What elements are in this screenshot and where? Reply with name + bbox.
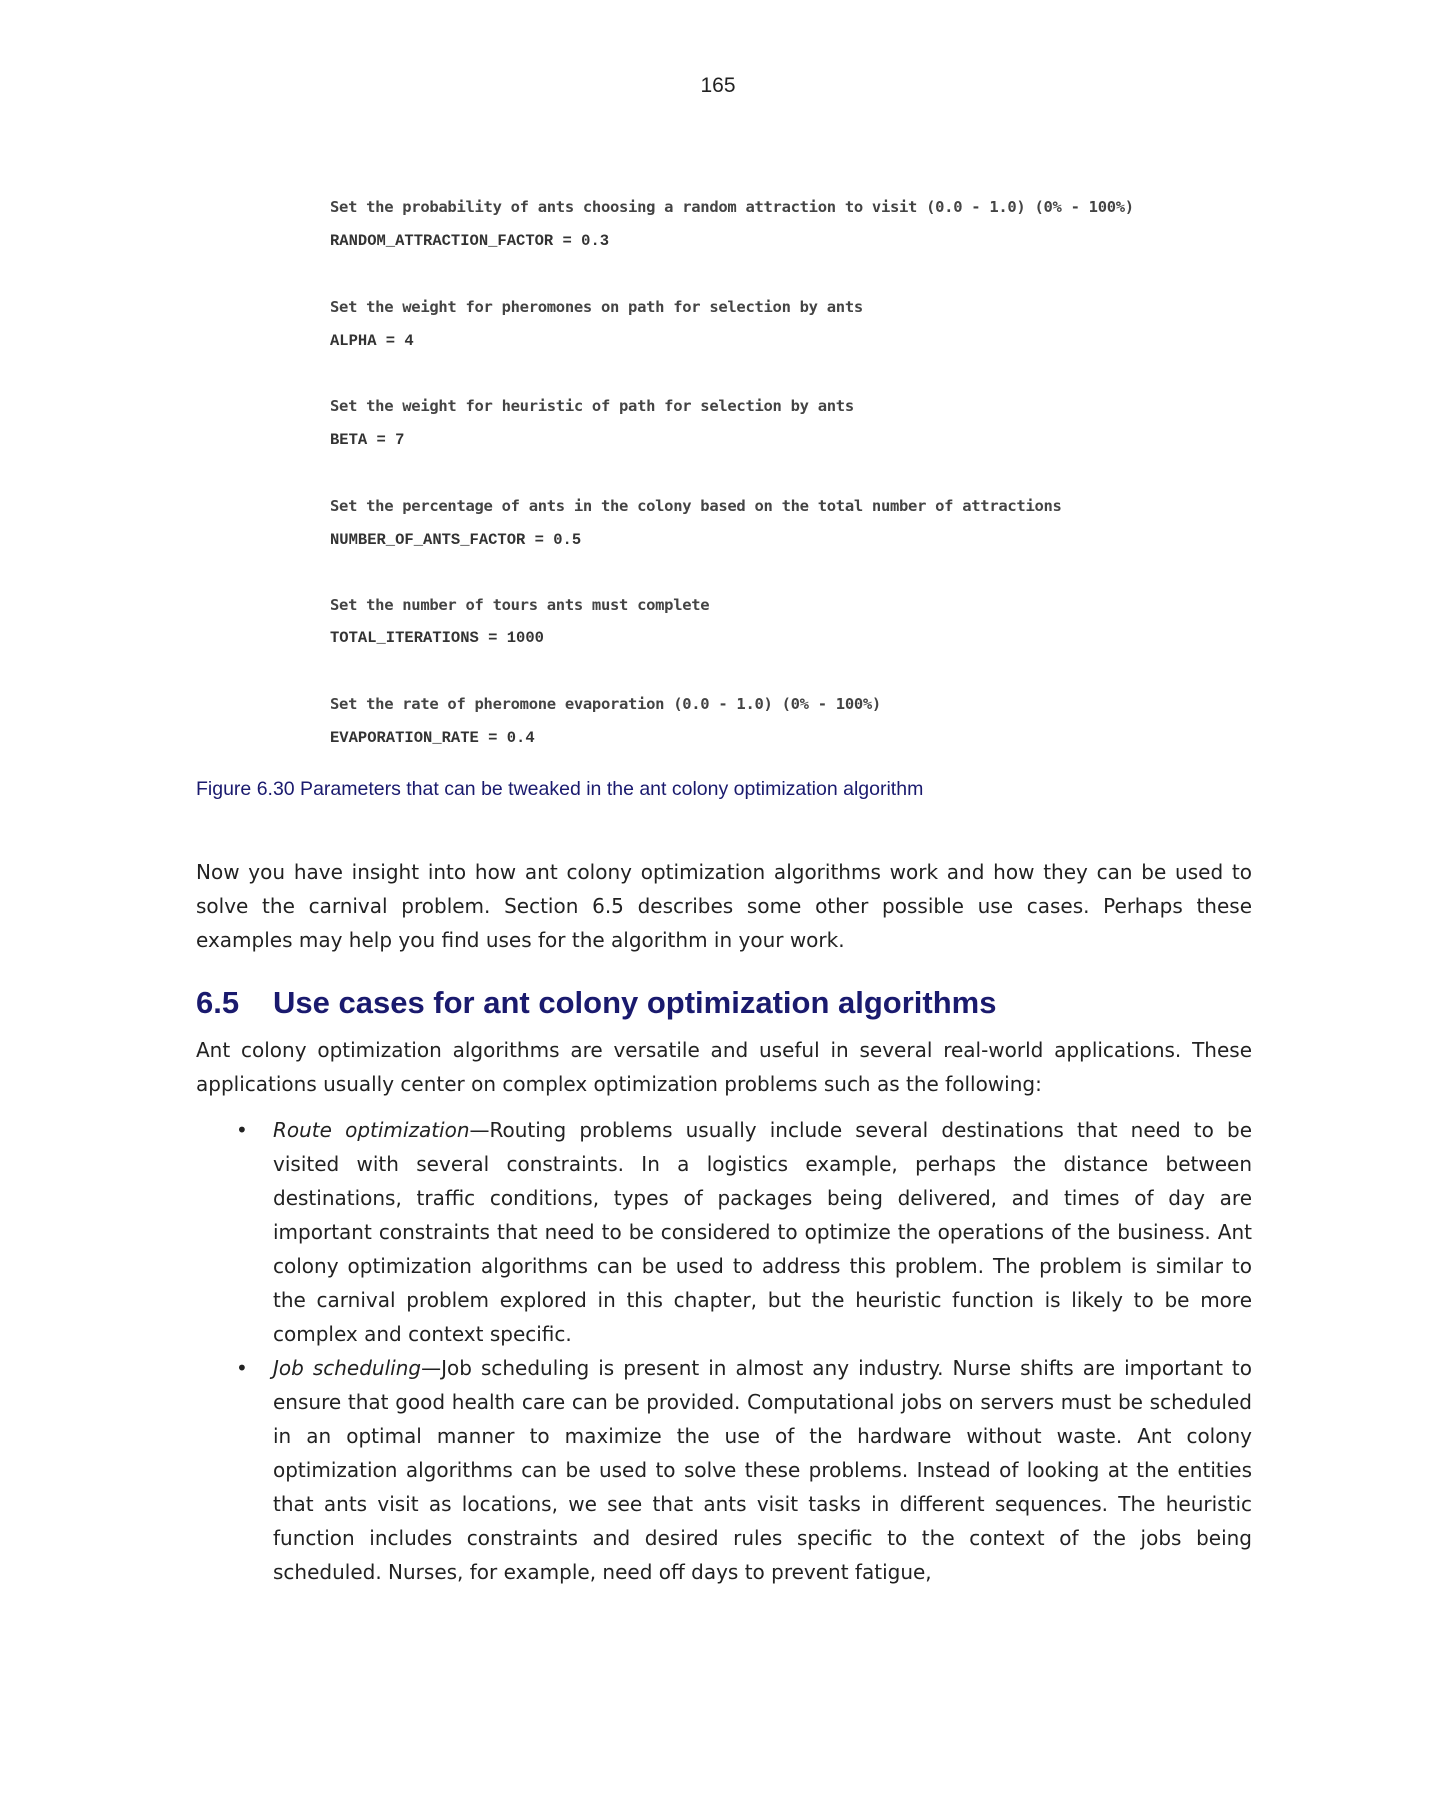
page-number: 165 <box>700 74 736 97</box>
param-code: ALPHA = 4 <box>330 332 414 350</box>
param-description: Set the number of tours ants must complete <box>330 596 710 614</box>
param-description: Set the rate of pheromone evaporation (0.0 - 1.0) (0% - 100%) <box>330 695 881 713</box>
section-heading <box>196 985 996 1021</box>
use-case-list <box>196 1113 1252 1589</box>
param-description: Set the percentage of ants in the colony based on the total number of attractions <box>330 497 1062 515</box>
bullet-text: —Routing problems usually include several destinations that need to be visited with several constraints. In a logistics example, perhaps the distance between destinations, traffic conditions, types of packages being delivered, and times of day are important constraints that need to be considered to optimize the operations of the business. Ant colony optimization algorithms can be used to address this problem. The problem is similar to the carnival problem explored in this chapter, but the heuristic function is likely to be more complex and context specific. <box>273 1118 1252 1346</box>
param-code: EVAPORATION_RATE = 0.4 <box>330 729 535 747</box>
param-code: RANDOM_ATTRACTION_FACTOR = 0.3 <box>330 232 610 250</box>
param-code: NUMBER_OF_ANTS_FACTOR = 0.5 <box>330 531 582 549</box>
list-item <box>196 1351 1252 1589</box>
list-item <box>196 1113 1252 1351</box>
figure-caption: Figure 6.30 Parameters that can be tweaked in the ant colony optimization algorithm <box>196 778 924 800</box>
bullet-term: Route optimization <box>273 1118 470 1142</box>
bullet-icon: • <box>236 1118 248 1142</box>
intro-paragraph: Now you have insight into how ant colony optimization algorithms work and how they can be used to solve the carnival problem. Section 6.5 describes some other possible use cases. Perhaps these examples may help you find uses for the algorithm in your work. <box>196 860 1252 952</box>
param-description: Set the probability of ants choosing a random attraction to visit (0.0 - 1.0) (0% - 100%) <box>330 198 1134 216</box>
section-number: 6.5 <box>196 985 240 1020</box>
param-code: BETA = 7 <box>330 431 405 449</box>
param-description: Set the weight for heuristic of path for selection by ants <box>330 397 854 415</box>
bullet-term: Job scheduling <box>273 1356 422 1380</box>
param-code: TOTAL_ITERATIONS = 1000 <box>330 629 544 647</box>
bullet-icon: • <box>236 1356 248 1380</box>
param-description: Set the weight for pheromones on path for selection by ants <box>330 298 863 316</box>
bullet-text: —Job scheduling is present in almost any industry. Nurse shifts are important to ensure that good health care can be provided. Computational jobs on servers must be scheduled in an optimal manner to maximize the use of the hardware without waste. Ant colony optimization algorithms can be used to solve these problems. Instead of looking at the entities that ants visit as locations, we see that ants visit tasks in different sequences. The heuristic function includes constraints and desired rules specific to the context of the jobs being scheduled. Nurses, for example, need off days to prevent fatigue, <box>273 1356 1252 1584</box>
section-paragraph: Ant colony optimization algorithms are versatile and useful in several real-world applications. These applications usually center on complex optimization problems such as the following: <box>196 1038 1252 1096</box>
section-title: Use cases for ant colony optimization algorithms <box>273 985 997 1020</box>
